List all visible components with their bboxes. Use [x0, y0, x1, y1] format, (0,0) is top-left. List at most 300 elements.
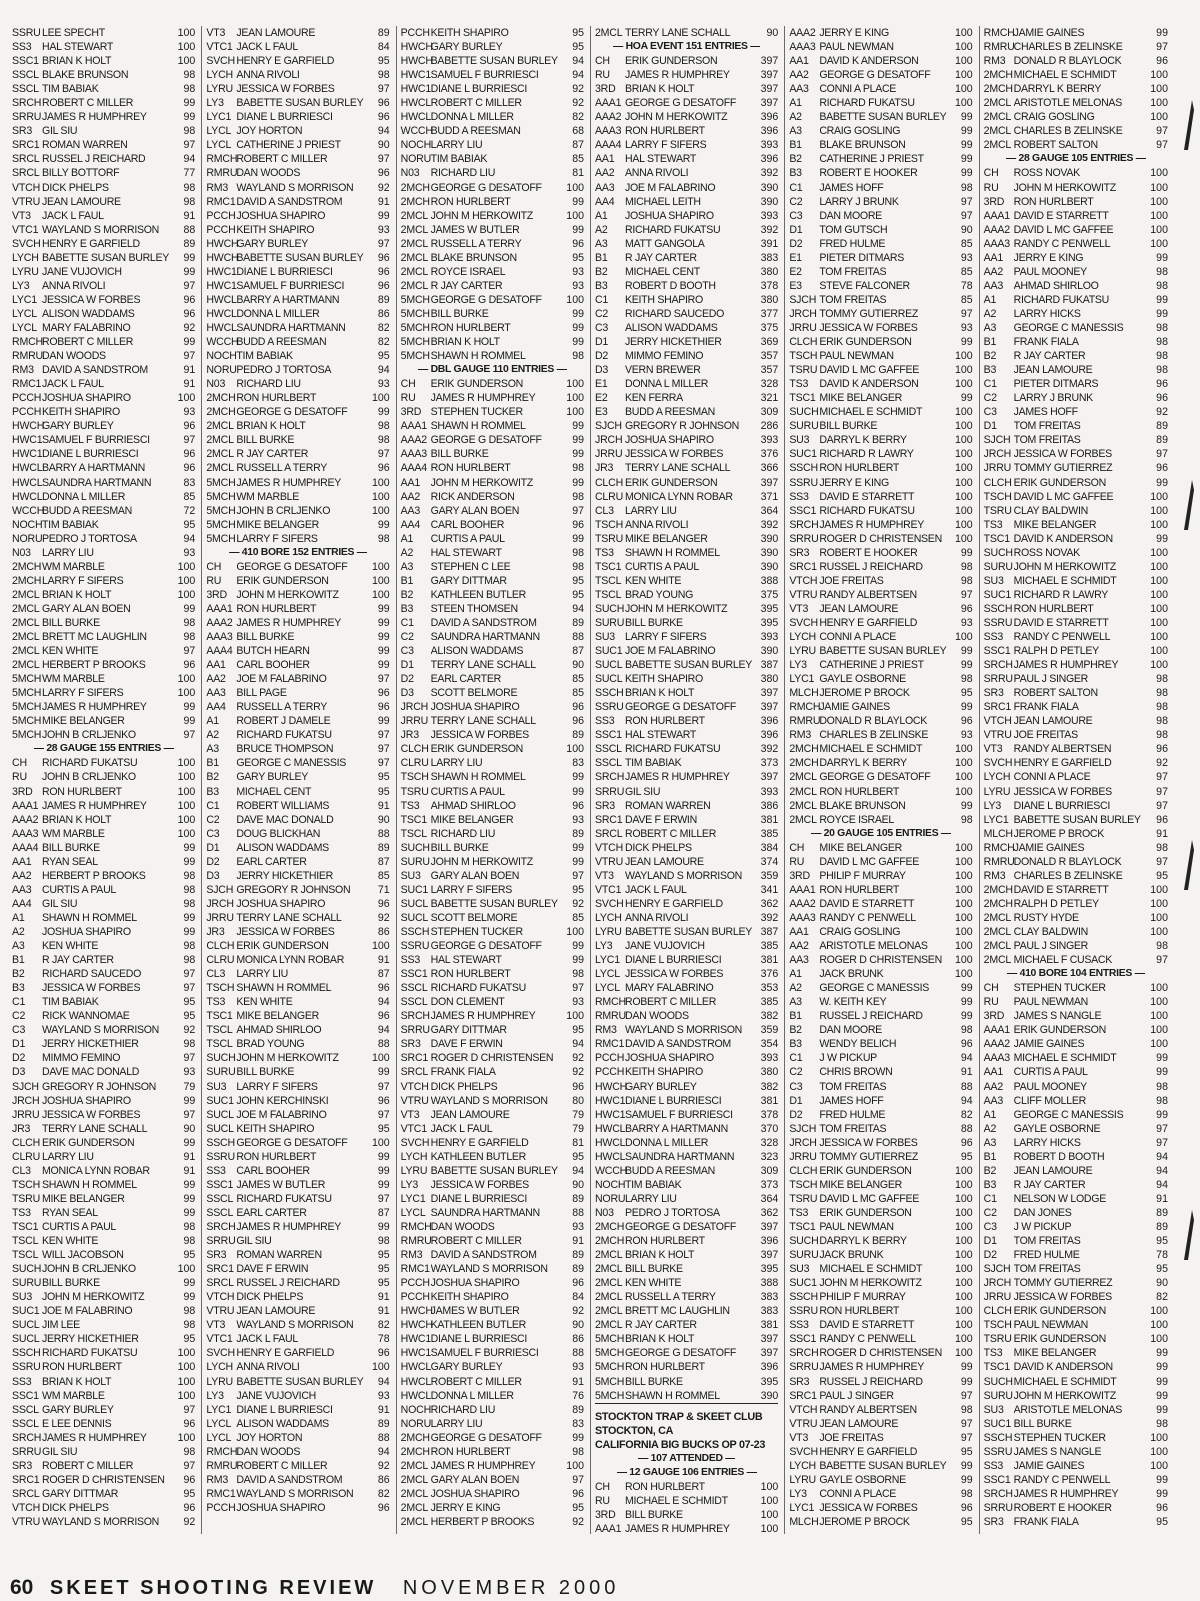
- class-label: SRRU: [789, 1361, 819, 1374]
- score: 99: [183, 111, 196, 124]
- score: 97: [960, 307, 973, 320]
- shooter-name: SAUNDRA HARTMANN: [42, 476, 152, 489]
- class-label: AA4: [594, 195, 615, 208]
- shooter-name: JAMES R HUMPHREY: [236, 476, 342, 489]
- shooter-name: ALISON WADDAMS: [624, 321, 718, 334]
- result-row: [984, 1178, 1168, 1192]
- shooter-name: LARRY LIU: [624, 1192, 677, 1205]
- result-row: [401, 1431, 584, 1445]
- class-label: SSCH: [789, 462, 818, 475]
- class-label: SURU: [983, 560, 1013, 573]
- class-label: LY3: [12, 279, 30, 292]
- result-row: [595, 293, 778, 307]
- shooter-name: GARY ALAN BOEN: [430, 1473, 520, 1486]
- shooter-name: ERIK GUNDERSON: [1013, 476, 1106, 489]
- score: 100: [954, 364, 973, 377]
- shooter-name: RANDY C PENWELL: [1013, 631, 1111, 644]
- class-label: 5MCH: [594, 1389, 625, 1402]
- result-row: [984, 1459, 1168, 1473]
- shooter-name: JESSICA W FORBES: [42, 982, 141, 995]
- shooter-name: JERRY E KING: [1013, 251, 1084, 264]
- result-row: [789, 1023, 972, 1037]
- result-row: [206, 700, 389, 714]
- shooter-name: ROGER D CHRISTENSEN: [819, 532, 942, 545]
- score: 100: [954, 911, 973, 924]
- class-label: HWC1: [400, 69, 432, 82]
- class-label: AA2: [206, 673, 226, 686]
- result-row: [789, 1234, 972, 1248]
- result-row: [789, 321, 972, 335]
- score: 97: [183, 139, 196, 152]
- result-row: [789, 476, 972, 490]
- shooter-name: JAMES HOFF: [1013, 406, 1078, 419]
- class-label: A3: [789, 125, 802, 138]
- class-label: SSC1: [400, 968, 428, 981]
- result-row: [12, 588, 195, 602]
- class-label: HWCH: [400, 1305, 433, 1318]
- score: 99: [377, 1164, 390, 1177]
- score: 100: [1150, 574, 1168, 587]
- shooter-name: WAYLAND S MORRISON: [236, 181, 354, 194]
- class-label: NORU: [594, 1192, 626, 1205]
- result-row: [595, 560, 778, 574]
- class-label: TS3: [789, 378, 809, 391]
- result-row: [789, 995, 972, 1009]
- class-label: RU: [594, 1494, 610, 1507]
- class-label: HWCL: [594, 1122, 626, 1135]
- event-header-text: — 12 GAUGE 106 ENTRIES —: [616, 1466, 757, 1478]
- result-row: [789, 223, 972, 237]
- class-label: AA3: [206, 687, 226, 700]
- shooter-name: BABETTE SUSAN BURLEY: [236, 1375, 364, 1388]
- class-label: CH: [983, 167, 999, 180]
- score: 85: [572, 153, 584, 166]
- score: 92: [377, 911, 390, 924]
- score: 92: [572, 1052, 584, 1065]
- class-label: A1: [789, 968, 802, 981]
- class-label: VTC1: [206, 1333, 233, 1346]
- result-row: [789, 96, 972, 110]
- score: 97: [183, 434, 196, 447]
- class-label: RU: [983, 181, 999, 194]
- result-row: [984, 925, 1168, 939]
- result-row: [206, 1375, 389, 1389]
- score: 95: [572, 574, 584, 587]
- shooter-name: ROMAN WARREN: [42, 139, 128, 152]
- class-label: SSRU: [400, 940, 430, 953]
- result-row: [789, 560, 972, 574]
- class-label: AAA2: [12, 813, 39, 826]
- class-label: SUCH: [594, 602, 625, 615]
- score: 91: [377, 1403, 390, 1416]
- shooter-name: JOE FREITAS: [819, 574, 884, 587]
- class-label: AAA1: [206, 602, 233, 615]
- result-row: [401, 504, 584, 518]
- shooter-name: BUTCH HEARN: [236, 645, 310, 658]
- result-row: [984, 911, 1168, 925]
- shooter-name: RICHARD SAUCEDO: [624, 307, 725, 320]
- class-label: LY3: [206, 1389, 224, 1402]
- class-label: C3: [789, 1080, 803, 1093]
- shooter-name: JOSHUA SHAPIRO: [624, 209, 714, 222]
- class-label: C2: [594, 307, 609, 320]
- shooter-name: DAN WOODS: [42, 350, 106, 363]
- result-row: [595, 1262, 778, 1276]
- class-label: LYCH: [789, 631, 816, 644]
- score: 88: [960, 1122, 973, 1135]
- shooter-name: JOSHUA SHAPIRO: [624, 434, 714, 447]
- shooter-name: ARISTOTLE MELONAS: [1013, 1403, 1122, 1416]
- result-row: [789, 1515, 972, 1529]
- shooter-name: MIMMO FEMINO: [42, 1052, 121, 1065]
- result-row: [401, 391, 584, 405]
- result-row: [984, 419, 1168, 433]
- class-label: B1: [594, 251, 608, 264]
- score: 99: [377, 209, 390, 222]
- shooter-name: JAMES R HUMPHREY: [624, 1522, 730, 1534]
- shooter-name: HENRY E GARFIELD: [42, 237, 140, 250]
- class-label: C3: [206, 827, 220, 840]
- result-row: [206, 588, 389, 602]
- class-label: 2MCL: [400, 1473, 429, 1486]
- score: 100: [566, 181, 584, 194]
- shooter-name: ROBERT C MILLER: [236, 1459, 328, 1472]
- class-label: SSCL: [206, 1206, 234, 1219]
- score: 93: [183, 406, 196, 419]
- result-row: [401, 26, 584, 40]
- class-label: 2MCL: [206, 420, 234, 433]
- result-row: [789, 110, 972, 124]
- result-row: [984, 209, 1168, 223]
- result-row: [789, 883, 972, 897]
- shooter-name: JACK L FAUL: [42, 209, 104, 222]
- result-row: [789, 251, 972, 265]
- shooter-name: JESSICA W FORBES: [1013, 1291, 1112, 1304]
- result-row: [595, 26, 778, 40]
- score: 79: [572, 1108, 584, 1121]
- score: 99: [960, 392, 973, 405]
- shooter-name: JOHN M HERKOWITZ: [819, 1277, 922, 1290]
- result-row: [12, 1360, 195, 1374]
- class-label: D3: [206, 869, 220, 882]
- shooter-name: SAMUEL F BURRIESCI: [430, 69, 539, 82]
- score: 380: [760, 265, 779, 278]
- class-label: SSRU: [983, 616, 1013, 629]
- result-row: [789, 546, 972, 560]
- class-label: LYCL: [206, 1417, 232, 1430]
- result-row: [206, 728, 389, 742]
- score: 99: [1156, 1052, 1168, 1065]
- shooter-name: JOE M FALABRINO: [624, 645, 716, 658]
- class-label: MLCH: [983, 827, 1013, 840]
- score: 397: [760, 1249, 779, 1262]
- result-row: [984, 1094, 1168, 1108]
- result-row: [595, 1276, 778, 1290]
- shooter-name: AHMAD SHIRLOO: [236, 1024, 322, 1037]
- result-row: [595, 855, 778, 869]
- result-row: [12, 40, 195, 54]
- shooter-name: DIANE L BURRIESCI: [1013, 799, 1110, 812]
- class-label: WCCH: [206, 336, 239, 349]
- class-label: SRCL: [12, 153, 40, 166]
- shooter-name: J W PICKUP: [819, 1052, 877, 1065]
- shooter-name: TIM BABIAK: [624, 757, 682, 770]
- shooter-name: MONICA LYNN ROBAR: [42, 1164, 150, 1177]
- result-row: [984, 995, 1168, 1009]
- result-row: [401, 560, 584, 574]
- score: 98: [183, 897, 196, 910]
- shooter-name: TERRY LANE SCHALL: [236, 911, 342, 924]
- class-label: C1: [983, 378, 997, 391]
- score: 100: [954, 41, 973, 54]
- class-label: SUCH: [206, 1052, 236, 1065]
- score: 100: [954, 897, 973, 910]
- event-header: [595, 1452, 778, 1466]
- class-label: PCCH: [206, 223, 236, 236]
- result-row: [595, 1150, 778, 1164]
- class-label: AA3: [789, 954, 809, 967]
- score: 99: [960, 111, 973, 124]
- result-row: [789, 1080, 972, 1094]
- class-label: C1: [594, 293, 609, 306]
- score: 100: [954, 869, 973, 882]
- shooter-name: BABETTE SUSAN BURLEY: [624, 659, 753, 672]
- shooter-name: JAMES R HUMPHREY: [819, 1361, 924, 1374]
- score: 97: [1156, 799, 1168, 812]
- result-row: [984, 1023, 1168, 1037]
- score: 93: [960, 251, 973, 264]
- shooter-name: RYAN SEAL: [42, 1206, 98, 1219]
- result-row: [12, 1403, 195, 1417]
- shooter-name: BILL BURKE: [42, 1277, 100, 1290]
- class-label: 5MCH: [12, 715, 42, 728]
- shooter-name: GEORGE G DESATOFF: [430, 1431, 542, 1444]
- class-label: AA1: [789, 55, 809, 68]
- shooter-name: BILL BURKE: [430, 841, 489, 854]
- result-row: [206, 827, 389, 841]
- score: 98: [1156, 364, 1168, 377]
- score: 99: [183, 715, 196, 728]
- shooter-name: ROMAN WARREN: [624, 799, 711, 812]
- shooter-name: LARRY LIU: [236, 968, 288, 981]
- result-row: [984, 1164, 1168, 1178]
- result-row: [401, 658, 584, 672]
- class-label: PCCH: [206, 1501, 236, 1514]
- result-row: [206, 841, 389, 855]
- class-label: AA4: [400, 518, 421, 531]
- result-row: [206, 1122, 389, 1136]
- score: 393: [760, 1052, 779, 1065]
- result-row: [12, 897, 195, 911]
- shooter-name: JANE VUJOVICH: [624, 940, 705, 953]
- score: 100: [1150, 1319, 1168, 1332]
- result-row: [401, 1360, 584, 1374]
- class-label: LYCL: [206, 125, 232, 138]
- shooter-name: LARRY LIU: [430, 757, 483, 770]
- class-label: SSCL: [594, 757, 622, 770]
- score: 89: [377, 1417, 390, 1430]
- class-label: SSRU: [12, 27, 41, 39]
- class-label: B1: [983, 336, 997, 349]
- shooter-name: GEORGE G DESATOFF: [819, 771, 931, 784]
- shooter-name: HENRY E GARFIELD: [236, 1347, 335, 1360]
- class-label: N03: [400, 167, 420, 180]
- score: 99: [1156, 532, 1168, 545]
- shooter-name: FRED HULME: [819, 237, 886, 250]
- score: 97: [183, 982, 196, 995]
- shooter-name: JAMES W BUTLER: [236, 1178, 326, 1191]
- shooter-name: GIL SIU: [624, 785, 661, 798]
- score: 89: [1156, 1206, 1168, 1219]
- score: 99: [572, 336, 584, 349]
- score: 100: [954, 1277, 973, 1290]
- class-label: AAA4: [594, 139, 622, 152]
- score: 100: [1150, 518, 1168, 531]
- score: 92: [377, 1459, 390, 1472]
- shooter-name: WM MARBLE: [42, 827, 105, 840]
- score: 100: [177, 574, 196, 587]
- result-row: [401, 1094, 584, 1108]
- shooter-name: DAN WOODS: [236, 167, 301, 180]
- score: 393: [760, 631, 779, 644]
- score: 96: [377, 897, 390, 910]
- result-row: [789, 391, 972, 405]
- class-label: 3RD: [12, 785, 33, 798]
- class-label: SRC1: [206, 1263, 234, 1276]
- result-row: [12, 321, 195, 335]
- shooter-name: BARRY A HARTMANN: [42, 462, 145, 475]
- score: 87: [377, 968, 390, 981]
- result-row: [984, 799, 1168, 813]
- score: 100: [177, 392, 196, 405]
- result-row: [789, 714, 972, 728]
- result-row: [984, 1375, 1168, 1389]
- score: 98: [1156, 729, 1168, 742]
- shooter-name: LARRY HICKS: [1013, 1136, 1081, 1149]
- shooter-name: JESSICA W FORBES: [819, 1501, 918, 1514]
- shooter-name: DAVE F ERWIN: [430, 1038, 503, 1051]
- score: 95: [1156, 1515, 1168, 1528]
- result-row: [12, 166, 195, 180]
- class-label: PCCH: [12, 406, 42, 419]
- result-row: [401, 995, 584, 1009]
- result-row: [595, 1480, 778, 1494]
- score: 100: [177, 1389, 196, 1402]
- shooter-name: MIKE BELANGER: [42, 715, 125, 728]
- shooter-name: JERRY HICKETHIER: [42, 1038, 139, 1051]
- shooter-name: MICHAEL F CUSACK: [1013, 954, 1113, 967]
- score: 323: [760, 1150, 779, 1163]
- class-label: 2MCL: [983, 125, 1012, 138]
- class-label: RU: [400, 392, 416, 405]
- result-row: [789, 1220, 972, 1234]
- score: 100: [1150, 883, 1168, 896]
- result-row: [984, 237, 1168, 251]
- score: 381: [760, 954, 779, 967]
- score: 91: [183, 378, 196, 391]
- score: 100: [954, 490, 973, 503]
- shooter-name: RON HURLBERT: [236, 602, 317, 615]
- result-row: [206, 1290, 389, 1304]
- score: 76: [572, 1389, 584, 1402]
- class-label: AA2: [594, 167, 615, 180]
- score: 92: [183, 321, 196, 334]
- result-row: [12, 110, 195, 124]
- shooter-name: RUSTY HYDE: [1013, 911, 1079, 924]
- shooter-name: JOHN M HERKOWITZ: [1013, 1389, 1116, 1402]
- result-row: [12, 307, 195, 321]
- spacer: [595, 1403, 778, 1410]
- result-row: [595, 700, 778, 714]
- class-label: 2MCH: [594, 1220, 625, 1233]
- score: 100: [177, 1431, 196, 1444]
- result-row: [984, 476, 1168, 490]
- result-row: [984, 518, 1168, 532]
- class-label: 5MCH: [594, 1333, 625, 1346]
- class-label: VTCH: [206, 1291, 235, 1304]
- result-row: [206, 1009, 389, 1023]
- result-row: [984, 1192, 1168, 1206]
- score: 99: [960, 336, 973, 349]
- result-row: [984, 405, 1168, 419]
- shooter-name: HENRY E GARFIELD: [624, 897, 723, 910]
- class-label: 5MCH: [400, 293, 430, 306]
- class-label: TS3: [206, 996, 226, 1009]
- class-label: SURU: [789, 1249, 819, 1262]
- score: 94: [572, 1164, 584, 1177]
- score: 96: [1156, 55, 1168, 68]
- class-label: AA1: [983, 251, 1004, 264]
- score: 100: [954, 27, 973, 39]
- score: 83: [572, 1417, 584, 1430]
- shooter-name: BILL BURKE: [1013, 1417, 1072, 1430]
- result-row: [401, 967, 584, 981]
- score: 328: [760, 1136, 779, 1149]
- class-label: CL3: [594, 504, 614, 517]
- result-row: [12, 1136, 195, 1150]
- shooter-name: ERIK GUNDERSON: [624, 476, 718, 489]
- result-row: [401, 1122, 584, 1136]
- class-label: SRCL: [400, 1066, 429, 1079]
- result-row: [984, 869, 1168, 883]
- result-row: [206, 166, 389, 180]
- shooter-name: DARRYL K BERRY: [819, 1235, 907, 1248]
- shooter-name: BABETTE SUSAN BURLEY: [430, 55, 558, 68]
- score: 86: [572, 1333, 584, 1346]
- result-row: [206, 1389, 389, 1403]
- shooter-name: MATT GANGOLA: [624, 237, 705, 250]
- shooter-name: JOY HORTON: [236, 1431, 303, 1444]
- result-row: [595, 813, 778, 827]
- class-label: SUCH: [789, 406, 819, 419]
- score: 96: [183, 293, 196, 306]
- shooter-name: JOY HORTON: [236, 125, 303, 138]
- score: 382: [760, 1080, 779, 1093]
- result-row: [12, 1178, 195, 1192]
- class-label: CH: [983, 982, 999, 995]
- class-label: 3RD: [206, 588, 227, 601]
- shooter-name: JERRY HICKETHIER: [42, 1333, 139, 1346]
- score: 100: [954, 69, 973, 82]
- score: 99: [572, 771, 584, 784]
- class-label: SRRU: [400, 1024, 430, 1037]
- result-row: [984, 728, 1168, 742]
- class-label: VT3: [983, 743, 1003, 756]
- result-row: [789, 377, 972, 391]
- score: 98: [1156, 940, 1168, 953]
- shooter-name: CURTIS A PAUL: [42, 883, 117, 896]
- result-row: [12, 799, 195, 813]
